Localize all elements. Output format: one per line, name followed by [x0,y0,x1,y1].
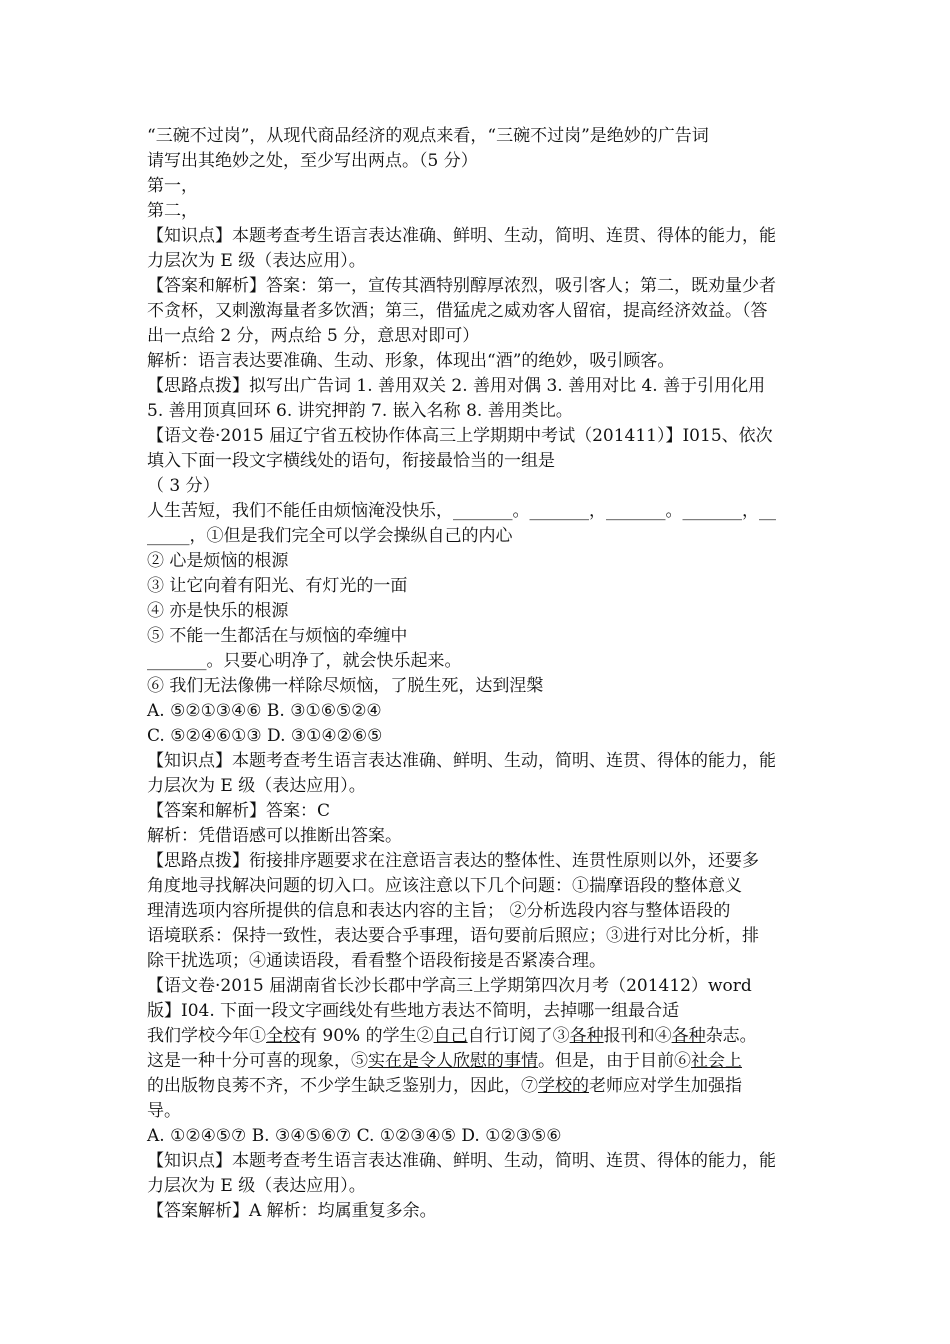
text-line: 解析：语言表达要准确、生动、形象，体现出“酒”的绝妙，吸引顾客。 [147,351,675,371]
text-line: A. ⑤②①③④⑥ B. ③①⑥⑤②④ [147,701,382,721]
text-line: 力层次为 E 级（表达应用）。 [147,776,366,796]
text-line: ③ 让它向着有阳光、有灯光的一面 [147,576,408,596]
text-line: 【知识点】本题考查考生语言表达准确、鲜明、生动，简明、连贯、得体的能力，能 [147,1151,776,1171]
passage-text: 这是一种十分可喜的现象，⑤ [147,1051,368,1071]
text-line: 【知识点】本题考查考生语言表达准确、鲜明、生动，简明、连贯、得体的能力，能 [147,751,776,771]
passage-text: 老师应对学生加强指 [589,1076,742,1096]
text-line: 请写出其绝妙之处，至少写出两点。（5 分） [147,151,478,171]
text-line: “三碗不过岗”，从现代商品经济的观点来看，“三碗不过岗”是绝妙的广告词 [147,126,709,146]
text-line: 出一点给 2 分，两点给 5 分，意思对即可） [147,326,480,346]
text-line: 力层次为 E 级（表达应用）。 [147,1176,366,1196]
text-line: ② 心是烦恼的根源 [147,551,289,571]
passage-line [147,1024,812,1049]
passage-text: 有 90% 的学生② [300,1026,434,1046]
text-line: 【答案解析】A 解析：均属重复多余。 [147,1201,437,1221]
text-line: 角度地寻找解决问题的切入口。应该注意以下几个问题：①揣摩语段的整体意义 [147,876,742,896]
text-line: _______。只要心明净了，就会快乐起来。 [147,651,462,671]
underlined-phrase: 社会上 [691,1051,742,1071]
text-line: ⑤ 不能一生都活在与烦恼的牵缠中 [147,626,408,646]
passage-line [147,1074,812,1099]
text-line: C. ⑤②④⑥①③ D. ③①④②⑥⑤ [147,726,383,746]
text-line: 【知识点】本题考查考生语言表达准确、鲜明、生动，简明、连贯、得体的能力，能 [147,226,776,246]
underlined-phrase: 各种 [569,1026,604,1046]
text-line: 【答案和解析】答案：第一，宣传其酒特别醇厚浓烈，吸引客人；第二，既劝量少者 [147,276,776,296]
passage-text: 杂志。 [705,1026,757,1046]
text-line: （ 3 分） [147,476,220,496]
text-line: A. ①②④⑤⑦ B. ③④⑤⑥⑦ C. ①②③④⑤ D. ①②③⑤⑥ [147,1126,562,1146]
passage-text: 自行订阅了③ [467,1026,570,1046]
text-line: 语境联系：保持一致性，表达要合乎事理，语句要前后照应；③进行对比分析，排 [147,926,759,946]
document-body [147,124,812,1224]
text-line: ⑥ 我们无法像佛一样除尽烦恼，了脱生死，达到涅槃 [147,676,544,696]
passage-line [147,1099,812,1124]
passage-text: 。但是，由于目前⑥ [538,1051,691,1071]
passage-text: 的出版物良莠不齐，不少学生缺乏鉴别力，因此，⑦ [147,1076,538,1096]
text-line: 力层次为 E 级（表达应用）。 [147,251,366,271]
text-line: 版】I04. 下面一段文字画线处有些地方表达不简明，去掉哪一组最合适 [147,1001,680,1021]
text-line: 第二， [147,201,198,221]
text-line: 填入下面一段文字横线处的语句，衔接最恰当的一组是 [147,451,555,471]
text-line: 理清选项内容所提供的信息和表达内容的主旨； ②分析选段内容与整体语段的 [147,901,731,921]
text-line: ④ 亦是快乐的根源 [147,601,289,621]
text-line: 【语文卷·2015 届辽宁省五校协作体高三上学期期中考试（201411）】I015、依次 [147,426,773,446]
text-line: 不贪杯，又刺激海量者多饮酒；第三，借猛虎之威劝客人留宿，提高经济效益。（答 [147,301,768,321]
text-line: 【思路点拨】拟写出广告词 1. 善用双关 2. 善用对偶 3. 善用对比 4. 善于引用化用 [147,376,766,396]
text-line: 【思路点拨】衔接排序题要求在注意语言表达的整体性、连贯性原则以外，还要多 [147,851,759,871]
text-line: 除干扰选项；④通读语段，看看整个语段衔接是否紧凑合理。 [147,951,606,971]
passage-text: 导。 [147,1101,181,1121]
underlined-phrase: 实在是令人欣慰的事情 [368,1051,538,1071]
text-line: 人生苦短，我们不能任由烦恼淹没快乐，_______。_______，_______。_______，__ [147,501,776,521]
text-line: 【语文卷·2015 届湖南省长沙长郡中学高三上学期第四次月考（201412）word [147,976,752,996]
underlined-phrase: 各种 [671,1026,706,1046]
underlined-phrase: 自己 [433,1026,468,1046]
text-line: 解析：凭借语感可以推断出答案。 [147,826,402,846]
passage-text: 我们学校今年① [147,1026,266,1046]
text-line: 第一， [147,176,198,196]
text-line: 5. 善用顶真回环 6. 讲究押韵 7. 嵌入名称 8. 善用类比。 [147,401,573,421]
underlined-phrase: 全校 [266,1026,300,1046]
text-line: _____，①但是我们完全可以学会操纵自己的内心 [147,526,513,546]
underlined-phrase: 学校的 [538,1076,589,1096]
passage-line [147,1049,812,1074]
text-line: 【答案和解析】答案：C [147,801,331,821]
passage-text: 报刊和④ [603,1026,672,1046]
